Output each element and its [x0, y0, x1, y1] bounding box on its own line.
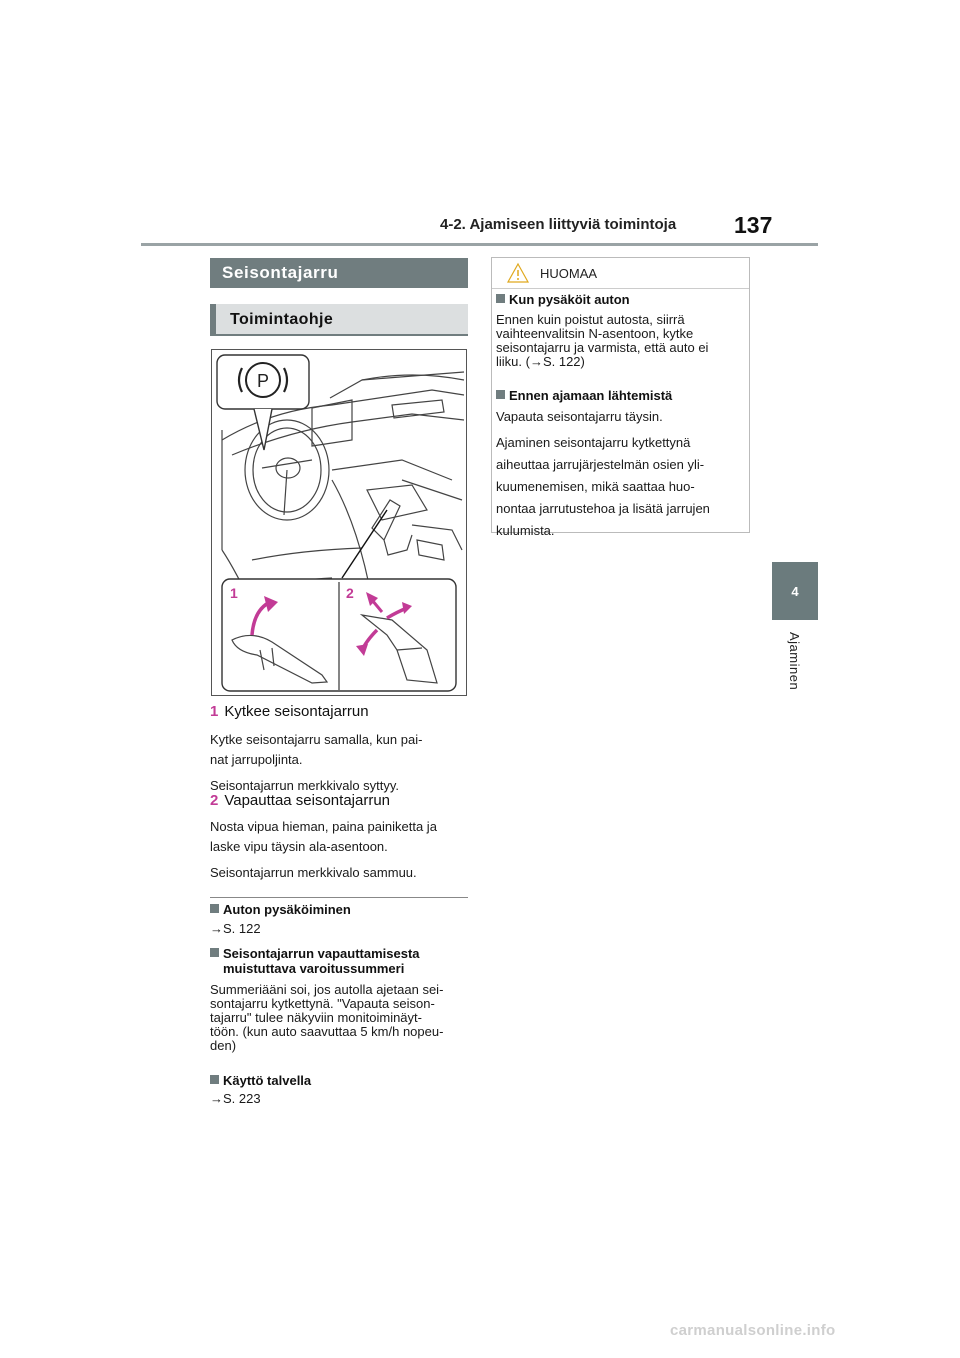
note-heading-winter-text: Käyttö talvella [223, 1073, 312, 1088]
step-1-label: Kytkee seisontajarrun [224, 703, 369, 720]
step-1-line-3: Seisontajarrun merkkivalo syttyy. [210, 778, 400, 793]
note-text-buzzer [210, 983, 472, 1053]
caution-heading-park-text: Kun pysäköit auton [509, 292, 630, 307]
bullet-square-icon [210, 948, 219, 957]
park-line-2: vaihteenvalitsin N-asentoon, kytke [496, 326, 694, 341]
note-heading-buzzer-cont: muistuttava varoitussummeri [223, 961, 405, 976]
drive-line-5: nontaa jarrutustehoa ja lisätä jarrujen [496, 501, 710, 516]
chapter-number: 4 [791, 583, 799, 599]
page-number: 137 [734, 212, 773, 238]
bullet-square-icon [496, 390, 505, 399]
caution-text-park [496, 313, 746, 369]
section-divider [210, 897, 468, 898]
parking-brake-illustration [211, 349, 467, 696]
caution-header [492, 258, 749, 289]
buzzer-line-3: tajarru" tulee näkyviin monitoiminäyt- [210, 1010, 422, 1025]
step-1-line-2: nat jarrupoljinta. [210, 752, 303, 767]
callout-2: 2 [346, 585, 354, 601]
drive-line-3: aiheuttaa jarrujärjestelmän osien yli- [496, 457, 705, 472]
note-text-parking: →S. 122 [210, 921, 261, 936]
note-heading-parking-text: Auton pysäköiminen [223, 902, 351, 917]
note-heading-buzzer [210, 946, 468, 976]
park-line-4: liiku. (→S. 122) [496, 354, 585, 369]
callout-1: 1 [230, 585, 238, 601]
park-line-1: Ennen kuin poistut autosta, siirrä [496, 312, 685, 327]
step-2-number: 2 [210, 792, 219, 809]
drive-line-1: Vapauta seisontajarru täysin. [496, 409, 663, 424]
p-switch-symbol: P [256, 371, 270, 391]
header-rule [141, 243, 818, 246]
drive-line-6: kulumista. [496, 523, 555, 538]
caution-title: HUOMAA [540, 266, 598, 281]
caution-text-drive [496, 407, 746, 541]
drive-line-2: Ajaminen seisontajarru kytkettynä [496, 435, 691, 450]
buzzer-line-4: töön. (kun auto saavuttaa 5 km/h nopeu- [210, 1024, 444, 1039]
buzzer-line-1: Summeriääni soi, jos autolla ajetaan sei- [210, 982, 444, 997]
bullet-square-icon [496, 294, 505, 303]
note-heading-buzzer-text: Seisontajarrun vapauttamisesta [223, 946, 420, 961]
section-title: Seisontajarru [210, 258, 468, 288]
warning-triangle-icon [506, 262, 530, 284]
step-2-label: Vapauttaa seisontajarrun [224, 792, 391, 809]
step-2-title [210, 792, 390, 809]
note-heading-winter [210, 1073, 468, 1088]
step-2-line-2: laske vipu täysin ala-asentoon. [210, 839, 388, 854]
chapter-tab [772, 562, 818, 620]
caution-heading-park [496, 292, 630, 307]
header-section-title: 4-2. Ajamiseen liittyviä toimintoja [440, 216, 677, 233]
note-text-winter: →S. 223 [210, 1091, 261, 1106]
chapter-title: Ajaminen [787, 632, 802, 691]
caution-heading-drive [496, 388, 672, 403]
bullet-square-icon [210, 1075, 219, 1084]
buzzer-line-5: den) [210, 1038, 237, 1053]
step-2-line-1: Nosta vipua hieman, paina painiketta ja [210, 819, 437, 834]
caution-heading-drive-text: Ennen ajamaan lähtemistä [509, 388, 673, 403]
drive-line-4: kuumenemisen, mikä saattaa huo- [496, 479, 695, 494]
subsection-title: Toimintaohje [210, 304, 468, 336]
step-1-title [210, 703, 369, 720]
dashboard-drawing [212, 350, 466, 695]
note-heading-parking [210, 902, 468, 917]
watermark: carmanualsonline.info [670, 1322, 836, 1339]
step-2-line-3: Seisontajarrun merkkivalo sammuu. [210, 865, 417, 880]
park-line-3: seisontajarru ja varmista, että auto ei [496, 340, 709, 355]
step-1-number: 1 [210, 703, 219, 720]
bullet-square-icon [210, 904, 219, 913]
step-1-line-1: Kytke seisontajarru samalla, kun pai- [210, 732, 423, 747]
buzzer-line-2: sontajarru kytkettynä. "Vapauta seison- [210, 996, 435, 1011]
step-2-text [210, 817, 472, 889]
caution-box [491, 257, 750, 538]
